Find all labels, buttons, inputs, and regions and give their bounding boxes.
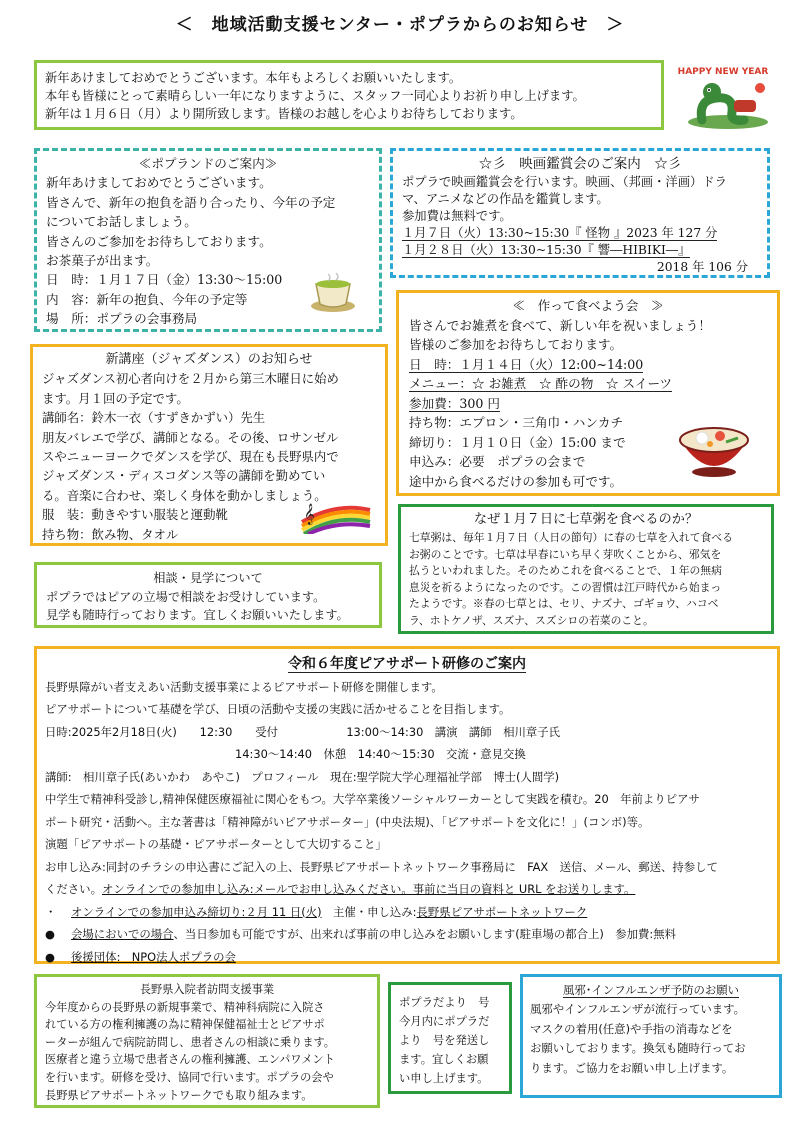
greeting-box xyxy=(34,60,664,130)
organizer-name: 長野県ピアサポートネットワーク xyxy=(416,904,588,919)
cooking-deadline: 締切り：１月１０日（金）15:00 まで xyxy=(409,434,626,450)
consult-line: 見学も随時行っております。宜しくお願いいたします。 xyxy=(46,608,349,622)
flu-prevention-line: マスクの着用(任意)や手指の消毒などを xyxy=(530,1021,733,1036)
music-rainbow-icon xyxy=(298,500,374,534)
popuraland-place: 場 所：ポプラの会事務局 xyxy=(46,311,198,327)
bullet-circle-icon: ● xyxy=(45,949,55,964)
hospital-visit-line: を行います。研修を受け、協同で行います。ポプラの会や xyxy=(45,1070,334,1084)
flu-prevention-line: お願いしております。換気も随時行ってお xyxy=(530,1041,746,1056)
happy-new-year-text: HAPPY NEW YEAR xyxy=(677,67,769,77)
popuraland-content: 内 容：新年の抱負、今年の予定等 xyxy=(46,291,248,307)
venue-attendance: 会場においでの場合 xyxy=(71,927,174,941)
jazz-line: ます。月１回の予定です。 xyxy=(42,390,189,406)
popuraland-date: 日 時：１月１７日（金）13:30～15:00 xyxy=(46,272,283,288)
greeting-line: 新年あけましておめでとうございます。本年もよろしくお願いいたします。 xyxy=(45,71,462,85)
hospital-visit-line: ーターが組んで病院訪問し、患者さんの相談に乗ります。 xyxy=(45,1035,335,1049)
popuraland-title: ≪ポプランドのご案内≫ xyxy=(138,156,278,171)
consult-line: ポプラではピアの立場で相談をお受けしています。 xyxy=(46,589,326,604)
hospital-visit-line: 医療者と違う立場で患者さんの権利擁護、エンパワメント xyxy=(45,1053,335,1067)
nanakusa-line: たようです。※春の七草とは、セリ、ナズナ、ゴギョウ、ハコベ xyxy=(409,597,719,610)
bullet-circle-icon: ● xyxy=(45,927,55,941)
greeting-line: 本年も皆様にとって素晴らしい一年になりますように、スタッフ一同心よりお祈り申し上げます。 xyxy=(45,89,585,103)
peer-support-schedule: 日時:2025年2月18日(火) 12:30 受付 13:00～14:30 講演 講師 相川章子氏 xyxy=(45,724,561,739)
cooking-date: 日 時：１月１４日（火）12:00~14:00 xyxy=(409,356,644,372)
flu-prevention-line: ります。ご協力をお願い申し上げます。 xyxy=(530,1060,734,1075)
cooking-line: 皆様のご参加をお待ちしております。 xyxy=(409,337,623,352)
nanakusa-line: お粥のことです。七草は早春にいち早く芽吹くことから、邪気を xyxy=(409,547,722,561)
cooking-menu: メニュー：☆ お雑煮 ☆ 酢の物 ☆ スイーツ xyxy=(409,376,673,391)
movie-line: ポプラで映画鑑賞会を行います。映画、（邦画・洋画）ドラ xyxy=(402,175,727,189)
movie-title: ☆彡 映画鑑賞会のご案内 ☆彡 xyxy=(478,156,682,172)
consult-title: 相談・見学について xyxy=(153,571,263,585)
cooking-bring: 持ち物：エプロン・三角巾・ハンカチ xyxy=(409,415,624,430)
bullet-dot-icon: ・ xyxy=(45,904,57,919)
peer-support-apply: お申し込み:同封のチラシの申込書にご記入の上、長野県ピアサポートネットワーク事務局に FAX 送信、メール、郵送、持参して xyxy=(45,859,718,874)
flu-prevention-box xyxy=(520,974,782,1098)
peer-support-schedule: 14:30～14:40 休憩 14:40～15:30 交流・意見交換 xyxy=(235,747,526,761)
cooking-note: 途中から食べるだけの参加も可です。 xyxy=(409,473,623,489)
peer-support-topic: 演題「ピアサポートの基礎・ピアサポーターとして大切すること」 xyxy=(45,837,387,851)
movie-screening-1: １月７日（火）13:30~15:30『 怪物 』2023 年 127 分 xyxy=(402,226,718,240)
peer-support-lecturer-bio: 中学生で精神科受診し,精神保健医療福祉に関心をもつ。大学卒業後ソーシャルワーカーとして実践を積む。20 年前よりピアサ xyxy=(45,792,700,806)
cooking-apply: 申込み：必要 ポプラの会まで xyxy=(409,454,586,469)
page-title: ＜ 地域活動支援センター・ポプラからのお知らせ ＞ xyxy=(175,15,625,35)
nanakusa-title: なぜ１月７日に七草粥を食べるのか？ xyxy=(473,512,699,527)
peer-support-lecturer-bio: ポート研究・活動へ。主な著書は「精神障がいピアサポーター」(中央法規)、「ピアサポートを文化に！」(コンボ)等。 xyxy=(45,814,650,829)
jazz-line: 朋友バレエで学び、講師となる。その後、ロサンゼル xyxy=(42,429,339,445)
nanakusa-line: ラ、ホトケノザ、スズナ、スズシロの若菜のこと。 xyxy=(409,613,654,627)
hospital-visit-line: れている方の権利擁護の為に精神保健福祉士とピアサポ xyxy=(45,1018,325,1032)
newsletter-line: 今月内にポプラだ xyxy=(399,1015,490,1028)
jazz-line: ジャズダンス初心者向けを２月から第三木曜日に始め xyxy=(42,371,339,387)
jazz-title: 新講座（ジャズダンス）のお知らせ xyxy=(105,352,313,367)
tea-cup-icon xyxy=(308,270,358,314)
newsletter-box xyxy=(388,982,512,1094)
cooking-fee: 参加費：300 円 xyxy=(409,395,501,411)
popuraland-line: お茶菓子が出ます。 xyxy=(46,253,159,269)
online-deadline: オンラインでの参加申込み締切り:２月 11 日(火) xyxy=(71,904,322,919)
new-year-snake-illustration xyxy=(672,60,774,132)
ozoni-bowl-icon xyxy=(676,416,752,480)
newsletter-line: ポプラだより 号 xyxy=(399,996,490,1009)
hospital-visit-box xyxy=(34,974,380,1108)
popuraland-line: 新年あけましておめでとうございます。 xyxy=(46,175,272,191)
movie-line: 参加費は無料です。 xyxy=(402,209,512,223)
popuraland-line: についてお話しましょう。 xyxy=(46,214,197,230)
cooking-line: 皆さんでお雑煮を食べて、新しい年を祝いましょう！ xyxy=(409,317,711,333)
movie-screening-2-year: 2018 年 106 分 xyxy=(656,260,748,274)
organizer-label: 主催・申し込み: xyxy=(321,904,417,919)
popuraland-line: 皆さんで、新年の抱負を語り合ったり、今年の予定 xyxy=(46,194,336,210)
flu-prevention-title: 風邪･インフルエンザ予防のお願い xyxy=(562,983,740,997)
movie-line: マ、アニメなどの作品を鑑賞します。 xyxy=(402,192,609,206)
peer-support-online-apply: オンラインでの参加申し込み:メールでお申し込みください。事前に当日の資料と URL をお送りします。 xyxy=(101,882,636,896)
svg-text:𝄞: 𝄞 xyxy=(304,504,315,525)
cooking-title: ≪ 作って食べよう会 ≫ xyxy=(512,298,664,313)
peer-support-box xyxy=(34,646,780,964)
greeting-line: 新年は１月６日（月）より開所致します。皆様のお越しを心よりお待ちしております。 xyxy=(45,107,523,121)
peer-support-apply: ください。 xyxy=(45,882,102,896)
sponsor: 後援団体: NPO法人ポプラの会 xyxy=(71,949,236,964)
hospital-visit-line: 今年度からの長野県の新規事業で、精神科病院に入院さ xyxy=(45,1000,325,1014)
nanakusa-line: 息災を祈るようになったのです。この習慣は江戸時代から始まっ xyxy=(409,580,722,594)
peer-support-line: ピアサポートについて基礎を学び、日頃の活動や支援の実践に活かせることを目指します。 xyxy=(45,702,511,716)
jazz-clothing: 服 装：動きやすい服装と運動靴 xyxy=(42,507,228,523)
peer-support-line: 長野県障がい者支えあい活動支援事業によるピアサポート研修を開催します。 xyxy=(45,679,443,694)
newsletter-line: い申し上げます。 xyxy=(399,1072,489,1085)
movie-box xyxy=(390,148,770,278)
flu-prevention-line: 風邪やインフルエンザが流行っています。 xyxy=(530,1002,746,1017)
peer-support-lecturer: 講師: 相川章子氏(あいかわ あやこ) プロフィール 現在:聖学院大学心理福祉学部 博士(人間学) xyxy=(45,769,560,784)
newsletter-line: より 号を発送し xyxy=(399,1034,490,1047)
jazz-line: ジャズダンス・ディスコダンス等の講師を勤めてい xyxy=(42,468,326,484)
nanakusa-line: 七草粥は、毎年１月７日（人日の節句）に春の七草を入れて食べる xyxy=(409,531,733,544)
hospital-visit-title: 長野県入院者訪問支援事業 xyxy=(139,983,275,996)
consult-box xyxy=(34,562,382,628)
jazz-line: る。音楽に合わせ、楽しく身体を動かしましょう。 xyxy=(42,487,327,503)
jazz-instructor: 講師名：鈴木一衣（すずきかずい）先生 xyxy=(42,410,266,426)
jazz-bring: 持ち物：飲み物、タオル xyxy=(42,526,179,542)
nanakusa-box xyxy=(398,504,774,634)
popuraland-line: 皆さんのご参加をお待ちしております。 xyxy=(46,233,272,249)
jazz-line: スやニューヨークでダンスを学び、現在も長野県内で xyxy=(42,449,339,465)
movie-screening-2: １月２８日（火）13:30~15:30『 響―HIBIKI―』 xyxy=(402,243,691,257)
hospital-visit-line: 長野県ピアサポートネットワークでも取り組みます。 xyxy=(45,1088,313,1102)
venue-attendance-note: 、当日参加も可能ですが、出来れば事前の申し込みをお願いします(駐車場の都合上) 参加費:無料 xyxy=(173,927,677,941)
nanakusa-line: 払うといわれました。そのためこれを食べることで、１年の無病 xyxy=(409,564,722,577)
newsletter-line: ます。宜しくお願 xyxy=(399,1053,489,1066)
peer-support-title: 令和６年度ピアサポート研修のご案内 xyxy=(288,656,526,672)
